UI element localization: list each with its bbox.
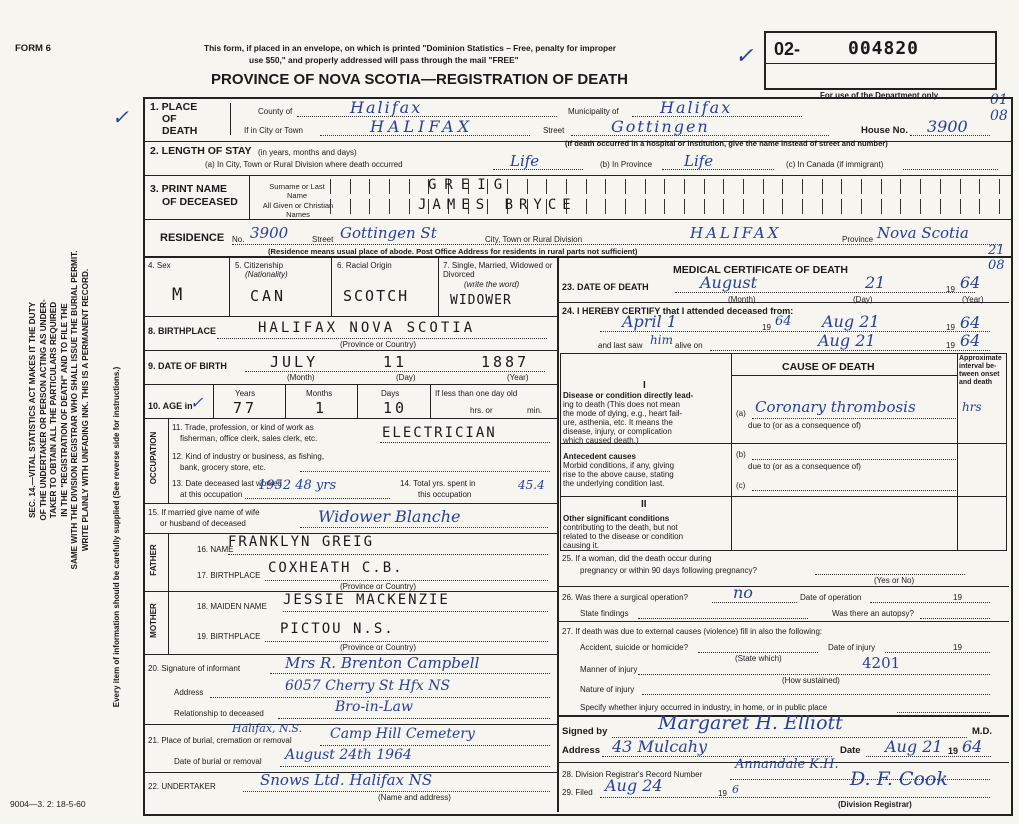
racial-origin-value: SCOTCH <box>343 287 410 305</box>
registration-number-box <box>764 31 997 90</box>
how-sustained: (How sustained) <box>782 676 840 685</box>
surname-field-label: Surname or Last Name <box>269 182 325 200</box>
q11b: fisherman, office clerk, sales clerk, etc. <box>180 434 318 443</box>
informant-sig-label: 20. Signature of informant <box>148 664 241 673</box>
undertaker-value: Snows Ltd. Halifax NS <box>260 771 433 789</box>
death-month-sub: (Month) <box>728 295 756 304</box>
sign-year-prefix: 19 <box>948 746 959 756</box>
residence-city-value: HALIFAX <box>690 224 782 242</box>
min-label: min. <box>527 406 543 415</box>
sidebar-line5: SAME WITH THE DIVISION REGISTRAR WHO SHALL ISSUE THE BURIAL PERMIT. <box>70 250 79 570</box>
county-label: County of <box>258 107 293 116</box>
injury-date-line <box>885 652 990 653</box>
father-bp-line <box>265 580 548 581</box>
dob-year: 1887 <box>481 353 530 371</box>
less-than-day: If less than one day old <box>435 389 518 398</box>
mother-bp-sub: (Province or Country) <box>340 643 417 652</box>
death-date-line <box>675 292 975 293</box>
sidebar-footnote: Every item of information should be carefully supplied (See reverse side for instructions.) <box>112 366 121 708</box>
death-month: August <box>700 273 758 292</box>
relationship-line <box>278 718 550 719</box>
name-label-divider <box>249 175 250 219</box>
place-bracket <box>230 103 231 135</box>
cause-a-label: (a) <box>736 409 746 418</box>
industry-line <box>300 471 550 472</box>
specify-line <box>897 712 990 713</box>
dob-day: 11 <box>383 353 408 371</box>
dob-month: JULY <box>270 353 319 371</box>
q13a: 13. Date deceased last worked <box>172 479 282 488</box>
city-label: If in City or Town <box>244 126 303 135</box>
of-deceased-label: OF DECEASED <box>162 196 238 208</box>
nature-line <box>642 694 990 695</box>
q14a: 14. Total yrs. spent in <box>400 479 476 488</box>
stay-c-label: (c) In Canada (if immigrant) <box>786 160 884 169</box>
divider-3 <box>143 256 1011 258</box>
stay-b-value: Life <box>684 152 714 170</box>
cause-b-line <box>752 459 956 460</box>
father-side-divider <box>168 533 169 591</box>
municipality-label: Municipality of <box>568 107 619 116</box>
row-26-bottom <box>557 621 1009 622</box>
sign-date-label: Date <box>840 745 861 756</box>
attend-y2: 64 <box>960 313 981 332</box>
certify-label: 24. I HEREBY CERTIFY that I attended deceased from: <box>562 306 794 316</box>
informant-addr-label: Address <box>174 688 204 697</box>
antecedent-l4: the underlying condition last. <box>563 479 665 488</box>
city-value: HALIFAX <box>370 117 474 136</box>
form-code: 9004—3. 2: 18-5-60 <box>10 799 86 809</box>
informant-addr-value: 6057 Cherry St Hfx NS <box>285 678 451 694</box>
birthplace-label: 8. BIRTHPLACE <box>148 326 217 336</box>
q25a: 25. If a woman, did the death occur during <box>562 554 712 563</box>
disease-l5: disease, injury, or complication <box>563 427 672 436</box>
dob-month-sub: (Month) <box>287 373 315 382</box>
racial-origin-label: 6. Racial Origin <box>337 261 392 270</box>
residence-no-label: No. <box>232 235 245 244</box>
trade-value: ELECTRICIAN <box>382 425 497 441</box>
attend-y1-prefix: 19 <box>762 323 771 332</box>
sign-year: 64 <box>962 737 983 756</box>
relationship-label: Relationship to deceased <box>174 709 264 718</box>
filed-label: 29. Filed <box>562 788 593 797</box>
place-label-1: 1. PLACE <box>150 101 198 113</box>
undertaker-label: 22. UNDERTAKER <box>148 782 216 791</box>
margin-code-mid: 21 08 <box>988 243 1005 273</box>
attend-y1: 64 <box>775 314 792 329</box>
stay-b-line <box>662 169 774 170</box>
header-check-mark: ✓ <box>735 44 754 69</box>
cause-c-line <box>752 490 956 491</box>
sidebar-line1: SEC. 14.—VITAL STATISTICS ACT MAKES IT THE DUTY <box>28 301 37 519</box>
cause-row-a-bottom <box>560 443 1007 444</box>
cause-b-label: (b) <box>736 450 746 459</box>
municipality-value: Halifax <box>660 98 733 117</box>
years-label: Years <box>235 389 256 398</box>
citizenship-label: 5. Citizenship <box>235 261 284 270</box>
form-number: FORM 6 <box>15 43 51 54</box>
filed-year: 6 <box>732 783 739 796</box>
roman-two: II <box>641 499 647 510</box>
spouse-value: Widower Blanche <box>318 507 461 526</box>
spouse-label-1: 15. If married give name of wife <box>148 508 260 517</box>
total-years-value: 45.4 <box>518 478 545 492</box>
marital-sub: (write the word) <box>464 280 520 289</box>
physician-address: 43 Mulcahy <box>612 737 708 756</box>
stay-a-label: (a) In City, Town or Rural Division where death occurred <box>205 160 403 169</box>
father-bp-value: COXHEATH C.B. <box>268 560 404 576</box>
death-year-sub: (Year) <box>962 295 984 304</box>
other-l2: contributing to the death, but not <box>563 523 678 532</box>
sex-value: M <box>172 285 186 305</box>
death-day: 21 <box>865 273 886 292</box>
other-l4: causing it. <box>563 541 600 550</box>
burial-place-label: 21. Place of burial, cremation or removal <box>148 736 292 745</box>
street-value: Gottingen <box>611 117 710 136</box>
cause-c-label: (c) <box>736 481 746 490</box>
state-findings-label: State findings <box>580 609 629 618</box>
informant-addr-line <box>210 697 550 698</box>
surgery-line <box>712 602 797 603</box>
approx-interval: Approximate interval be-tween onset and death <box>959 355 1002 386</box>
q12b: bank, grocery store, etc. <box>180 463 266 472</box>
sidebar-instructions <box>28 120 91 700</box>
burial-date-line <box>280 766 550 767</box>
undertaker-sub: (Name and address) <box>378 793 451 802</box>
marital-value: WIDOWER <box>450 293 512 308</box>
house-value: 3900 <box>927 117 968 136</box>
sidebar-line3: TAKER TO OBTAIN ALL THE PARTICULARS REQUIRED <box>49 301 58 519</box>
cause-vdiv-2 <box>957 353 958 551</box>
divider-2 <box>143 175 1011 176</box>
last-saw-y-prefix: 19 <box>946 341 955 350</box>
disease-l6: which caused death.) <box>563 436 639 445</box>
sign-date-line <box>866 756 991 757</box>
street-label: Street <box>543 126 565 135</box>
days-label: Days <box>381 389 400 398</box>
column-divider <box>557 256 559 812</box>
physician-signature: Margaret H. Elliott <box>658 712 843 734</box>
residence-line <box>232 244 1002 245</box>
given-names-value: JAMES BRYCE <box>418 197 577 213</box>
cause-a-value: Coronary thrombosis <box>755 398 916 416</box>
age-days: 10 <box>383 399 408 417</box>
roman-one: I <box>643 380 646 391</box>
last-worked-line <box>245 498 390 499</box>
attend-y2-prefix: 19 <box>946 323 955 332</box>
informant-sig-line <box>270 673 550 674</box>
nature-label: Nature of injury <box>580 685 635 694</box>
informant-sig-value: Mrs R. Brenton Campbell <box>285 654 480 672</box>
q14b: this occupation <box>418 490 472 499</box>
months-label: Months <box>306 389 333 398</box>
operation-date-line <box>870 602 990 603</box>
burial-place-prefix: Halifax, N.S. <box>232 722 303 735</box>
mother-bp-label: 19. BIRTHPLACE <box>197 632 261 641</box>
mother-side-divider <box>168 591 169 654</box>
disease-l4: ure, asthenia, etc. It means the <box>563 418 673 427</box>
father-bp-label: 17. BIRTHPLACE <box>197 571 261 580</box>
registrar-signature: D. F. Cook <box>850 768 948 790</box>
undertaker-line <box>243 791 550 792</box>
residence-street-label: Street <box>312 235 334 244</box>
q25b: pregnancy or within 90 days following pregnancy? <box>580 566 757 575</box>
print-name-label: 3. PRINT NAME <box>150 183 228 195</box>
operation-date-label: Date of operation <box>800 593 862 602</box>
residence-street-value: Gottingen St <box>340 224 437 242</box>
mother-name-value: JESSIE MACKENZIE <box>283 592 450 608</box>
margin-code-top: 01 08 <box>990 92 1008 124</box>
father-name-line <box>228 554 548 555</box>
other-l1: Other significant conditions <box>563 514 670 523</box>
sidebar-line6: WRITE PLAINLY WITH UNFADING INK. THIS IS A PERMANENT RECORD. <box>80 268 90 552</box>
specify-label: Specify whether injury occurred in industry, in home, or in public place <box>580 703 828 712</box>
death-date-label: 23. DATE OF DEATH <box>562 282 649 292</box>
occupation-side-label: OCCUPATION <box>149 431 158 485</box>
citizenship-value: CAN <box>250 287 287 305</box>
autopsy-label: Was there an autopsy? <box>832 609 914 618</box>
department-use-label: For use of the Department only <box>820 91 939 100</box>
q26: 26. Was there a surgical operation? <box>562 593 688 602</box>
death-day-sub: (Day) <box>853 295 873 304</box>
postal-notice-line1: This form, if placed in an envelope, on which is printed "Dominion Statistics – Free, penalty for improper <box>204 43 616 53</box>
form-title: PROVINCE OF NOVA SCOTIA—REGISTRATION OF DEATH <box>211 71 628 88</box>
q11a: 11. Trade, profession, or kind of work as <box>172 423 314 432</box>
due-to-1: due to (or as a consequence of) <box>748 421 861 430</box>
filed-line <box>600 797 990 798</box>
father-name-value: FRANKLYN GREIG <box>228 534 375 550</box>
race-divider <box>438 256 439 316</box>
age-div-3 <box>357 384 358 418</box>
spouse-label-2: or husband of deceased <box>160 519 246 528</box>
spouse-line <box>300 527 548 528</box>
mother-name-label: 18. MAIDEN NAME <box>197 602 267 611</box>
place-label-2: OF <box>162 113 177 125</box>
birthplace-line <box>217 338 547 339</box>
registrar-sub: (Division Registrar) <box>838 800 912 809</box>
residence-province-value: Nova Scotia <box>877 224 969 242</box>
cause-title: CAUSE OF DEATH <box>782 361 875 373</box>
disease-l3: the mode of dying, e.g., heart fail- <box>563 409 683 418</box>
age-check: ✓ <box>190 393 204 412</box>
last-saw-value: Aug 21 <box>818 331 876 350</box>
q27: 27. If death was due to external causes (violence) fill in also the following: <box>562 627 823 636</box>
antecedent-l1: Antecedent causes <box>563 452 636 461</box>
mother-side-label: MOTHER <box>149 603 158 638</box>
last-saw-pronoun: him <box>650 333 673 347</box>
informant-bottom <box>143 724 557 725</box>
sex-label: 4. Sex <box>148 261 171 270</box>
row-25-bottom <box>557 586 1009 587</box>
residence-city-label: City, Town or Rural Division <box>485 235 583 244</box>
manner-line <box>638 674 990 675</box>
manner-label: Manner of injury <box>580 665 638 674</box>
signed-by-label: Signed by <box>562 726 608 737</box>
surname-value: GREIG <box>428 177 511 193</box>
cause-vdiv-1 <box>731 353 732 551</box>
residence-label: RESIDENCE <box>160 232 225 244</box>
injury-year-prefix: 19 <box>953 643 962 652</box>
relationship-value: Bro-in-Law <box>335 699 413 715</box>
stay-b-label: (b) In Province <box>600 160 653 169</box>
record-number-value: Annandale K.H. <box>735 757 839 772</box>
age-div-4 <box>430 384 431 418</box>
md-label: M.D. <box>972 726 993 737</box>
age-months: 1 <box>315 399 328 417</box>
citizenship-sub: (Nationality) <box>245 270 288 279</box>
autopsy-line <box>920 618 990 619</box>
filed-value: Aug 24 <box>605 776 663 795</box>
postal-notice-line2: use $50," and properly addressed will pass through the mail "FREE" <box>249 55 519 65</box>
row-14-bottom <box>143 503 557 504</box>
length-of-stay-sub: (in years, months and days) <box>258 148 357 157</box>
father-bp-sub: (Province or Country) <box>340 582 417 591</box>
dob-line <box>245 371 545 372</box>
q25-line <box>815 574 965 575</box>
attend-line <box>600 331 990 332</box>
stay-c-line <box>903 169 998 170</box>
birthplace-value: HALIFAX NOVA SCOTIA <box>258 320 476 336</box>
sign-date: Aug 21 <box>885 737 943 756</box>
cause-row-b-bottom <box>560 496 1007 497</box>
dob-year-sub: (Year) <box>507 373 529 382</box>
age-label: 10. AGE in <box>148 401 193 411</box>
cause-a-interval: hrs <box>962 400 982 414</box>
dob-day-sub: (Day) <box>396 373 416 382</box>
burial-date-label: Date of burial or removal <box>174 757 262 766</box>
sidebar-line2: OF THE UNDERTAKER OR PERSON ACTING AS UNDER- <box>38 299 48 521</box>
last-saw-line <box>710 350 990 351</box>
occupation-side-divider <box>168 418 169 503</box>
disease-l2: ing to death (This does not mean <box>563 400 680 409</box>
mother-bp-value: PICTOU N.S. <box>280 621 395 637</box>
age-div-1 <box>213 384 214 418</box>
mother-bp-line <box>265 641 548 642</box>
row-10-bottom <box>143 418 557 419</box>
residence-note: (Residence means usual place of abode. Post Office Address for residents in rural parts not sufficient) <box>268 247 638 256</box>
age-div-2 <box>285 384 286 418</box>
other-l3: related to the disease or condition <box>563 532 684 541</box>
father-name-label: 16. NAME <box>197 545 234 554</box>
attend-to: Aug 21 <box>822 312 880 331</box>
due-to-2: due to (or as a consequence of) <box>748 462 861 471</box>
sidebar-line4: IN THE "REGISTRATION OF DEATH" AND TO FILE THE <box>59 303 69 517</box>
surgery-value: no <box>733 583 753 602</box>
antecedent-l2: Morbid conditions, if any, giving <box>563 461 675 470</box>
row-23-bottom <box>557 302 1009 303</box>
registration-number: 004820 <box>848 38 920 59</box>
q13b: at this occupation <box>180 490 243 499</box>
last-saw-label: and last saw <box>598 341 643 350</box>
disease-l1: Disease or condition directly lead- <box>563 391 694 400</box>
sidebar-check-mark: ✓ <box>112 105 129 129</box>
burial-place-value: Camp Hill Cemetery <box>330 726 475 742</box>
given-field-label: All Given or Christian Names <box>262 201 334 219</box>
trade-line <box>380 442 550 443</box>
death-year: 64 <box>960 273 981 292</box>
marital-label: 7. Single, Married, Widowed or Divorced <box>443 261 553 279</box>
row-9-bottom <box>143 384 557 385</box>
stay-a-value: Life <box>510 152 540 170</box>
birthplace-sub: (Province or Country) <box>340 340 417 349</box>
burial-place-line <box>320 745 550 746</box>
last-saw-year: 64 <box>960 331 981 350</box>
physician-address-label: Address <box>562 745 601 756</box>
burial-date-value: August 24th 1964 <box>285 747 412 763</box>
attend-from: April 1 <box>622 312 677 331</box>
residence-province-label: Province <box>842 235 874 244</box>
row-8-bottom <box>143 350 557 351</box>
sex-divider <box>229 256 230 316</box>
last-worked-value: 1952 48 yrs <box>258 478 337 493</box>
residence-no-value: 3900 <box>250 224 289 242</box>
mother-name-line <box>283 611 548 612</box>
antecedent-l3: rise to the above cause, stating <box>563 470 674 479</box>
filed-year-prefix: 19 <box>718 789 727 798</box>
cause-header-bottom <box>731 375 958 376</box>
q12a: 12. Kind of industry or business, as fishing, <box>172 452 325 461</box>
cause-a-line <box>752 418 956 419</box>
death-year-prefix: 19 <box>946 285 955 294</box>
injury-date-label: Date of injury <box>828 643 876 652</box>
medical-title: MEDICAL CERTIFICATE OF DEATH <box>673 264 848 276</box>
yes-no-sub: (Yes or No) <box>874 576 915 585</box>
citizenship-divider <box>331 256 332 316</box>
county-value: Halifax <box>350 98 423 117</box>
alive-on-label: alive on <box>675 341 703 350</box>
name-grid-bottom <box>143 219 1011 220</box>
accident-line <box>698 652 818 653</box>
hrs-label: hrs. or <box>470 406 493 415</box>
length-of-stay-label: 2. LENGTH OF STAY <box>150 145 252 157</box>
accident-label: Accident, suicide or homicide? <box>580 643 689 652</box>
row-4-bottom <box>143 316 557 317</box>
state-findings-line <box>638 618 808 619</box>
record-number-label: 28. Division Registrar's Record Number <box>562 770 703 779</box>
registration-prefix: 02- <box>774 39 801 59</box>
operation-year-prefix: 19 <box>953 593 962 602</box>
house-label: House No. <box>861 125 908 136</box>
place-label-3: DEATH <box>162 125 198 137</box>
state-which: (State which) <box>735 654 782 663</box>
age-years: 77 <box>233 399 258 417</box>
hospital-note: (If death occurred in a hospital or institution, give the name instead of street and number) <box>565 139 888 148</box>
manner-value: 4201 <box>862 654 901 672</box>
dob-label: 9. DATE OF BIRTH <box>148 361 227 371</box>
father-side-label: FATHER <box>149 544 158 576</box>
